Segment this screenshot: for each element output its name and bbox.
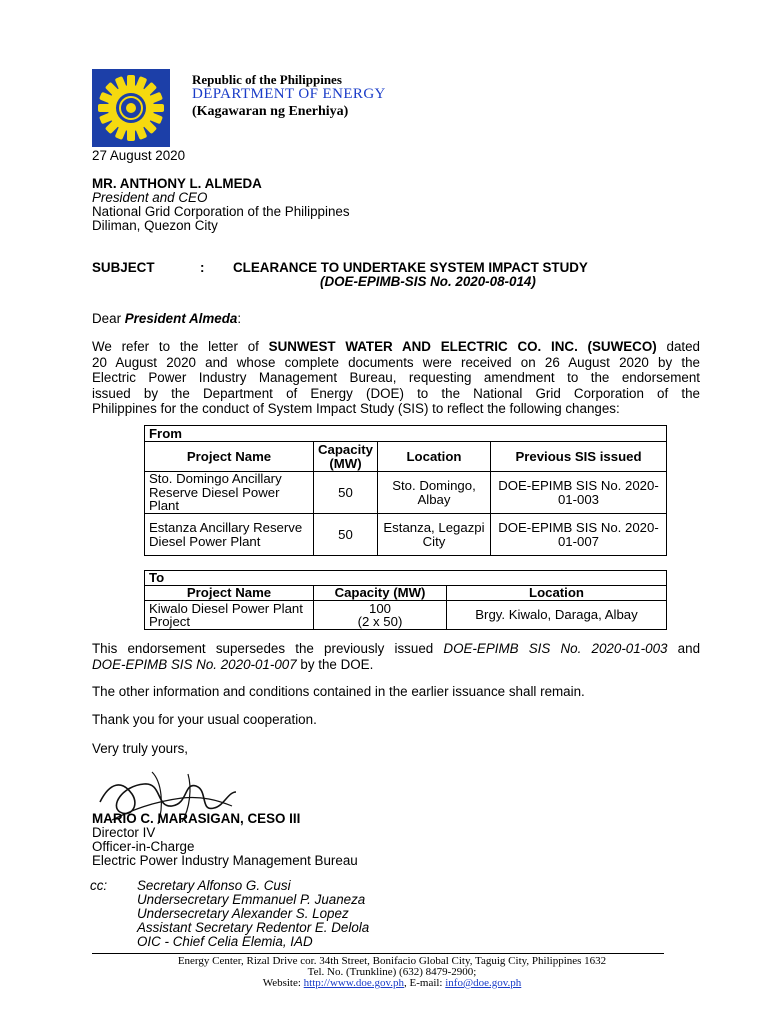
cc-label: cc: [90, 878, 108, 893]
signatory-title1: Director IV [92, 825, 156, 840]
to-header-project: Project Name [145, 586, 314, 601]
subject-colon: : [200, 260, 205, 275]
body2-line2: DOE-EPIMB SIS No. 2020-01-007 by the DOE. [92, 656, 374, 672]
header-department: DEPARTMENT OF ENERGY [192, 86, 386, 102]
doe-seal-icon [92, 69, 170, 147]
signatory-name: MARIO C. MARASIGAN, CESO III [92, 811, 301, 826]
table-row [145, 601, 667, 630]
cc-name-3: Undersecretary Alexander S. Lopez [137, 906, 349, 921]
table-row [145, 472, 667, 514]
addressee-name: MR. ANTHONY L. ALMEDA [92, 176, 262, 191]
from-row1-capacity: 50 [314, 472, 378, 514]
to-row1-capacity: 100 (2 x 50) [314, 601, 447, 630]
body2-line1: This endorsement supersedes the previously issued DOE-EPIMB SIS No. 2020-01-003 and [92, 641, 701, 656]
signatory-title2: Officer-in-Charge [92, 839, 195, 854]
body1-line5: Philippines for the conduct of System Impact Study (SIS) to reflect the following changes: [92, 401, 620, 416]
to-row1-project: Kiwalo Diesel Power Plant Project [145, 601, 314, 630]
header-republic: Republic of the Philippines [192, 72, 342, 87]
from-row2-capacity: 50 [314, 514, 378, 556]
from-table-caption: From [145, 426, 667, 442]
subject-line2: (DOE-EPIMB-SIS No. 2020-08-014) [320, 274, 536, 289]
header-kagawaran: (Kagawaran ng Enerhiya) [192, 104, 349, 119]
body-paragraph-1 [92, 339, 700, 417]
subject-label: SUBJECT [92, 260, 155, 275]
footer-address: Energy Center, Rizal Drive cor. 34th Street, Bonifacio Global City, Taguig City, Philippines 1632 [177, 955, 607, 967]
to-table [144, 570, 667, 630]
from-row1-location: Sto. Domingo, Albay [377, 472, 490, 514]
addressee-address: Diliman, Quezon City [92, 218, 218, 233]
cc-name-2: Undersecretary Emmanuel P. Juaneza [137, 892, 366, 907]
footer-divider [92, 953, 664, 954]
letter-date: 27 August 2020 [92, 148, 186, 163]
body-paragraph-4: Thank you for your usual cooperation. [92, 712, 317, 727]
closing: Very truly yours, [92, 741, 188, 756]
body1-line2: 20 August 2020 and whose complete documents were received on 26 August 2020 by the [92, 354, 700, 370]
from-row2-project: Estanza Ancillary Reserve Diesel Power Plant [145, 514, 314, 556]
from-row1-previous-sis: DOE-EPIMB SIS No. 2020-01-003 [490, 472, 666, 514]
addressee-org: National Grid Corporation of the Philippines [92, 204, 350, 219]
cc-name-1: Secretary Alfonso G. Cusi [137, 878, 291, 893]
subject-line1: CLEARANCE TO UNDERTAKE SYSTEM IMPACT STUDY [233, 260, 588, 275]
from-header-project: Project Name [145, 442, 314, 472]
from-table [144, 425, 667, 556]
body-paragraph-3: The other information and conditions contained in the earlier issuance shall remain. [92, 684, 585, 699]
from-header-previous-sis: Previous SIS issued [490, 442, 666, 472]
from-header-capacity: Capacity (MW) [314, 442, 378, 472]
from-row2-previous-sis: DOE-EPIMB SIS No. 2020-01-007 [490, 514, 666, 556]
footer-contact: Website: http://www.doe.gov.ph, E-mail: info@doe.gov.ph [262, 977, 522, 989]
body1-line4: issued by the Department of Energy (DOE) to the National Grid Corporation of the [92, 385, 700, 401]
to-header-location: Location [447, 586, 667, 601]
body1-line1: We refer to the letter of SUNWEST WATER AND ELECTRIC CO. INC. (SUWECO) dated [92, 339, 701, 354]
cc-name-4: Assistant Secretary Redentor E. Delola [137, 920, 370, 935]
footer-phone: Tel. No. (Trunkline) (632) 8479-2900; [307, 966, 477, 978]
to-header-capacity: Capacity (MW) [314, 586, 447, 601]
body1-line3: Electric Power Industry Management Bureau, requesting amendment to the endorsement [92, 370, 700, 385]
from-row1-project: Sto. Domingo Ancillary Reserve Diesel Power Plant [145, 472, 314, 514]
from-row2-location: Estanza, Legazpi City [377, 514, 490, 556]
cc-name-5: OIC - Chief Celia Elemia, IAD [137, 934, 313, 949]
body-paragraph-2 [92, 641, 700, 672]
from-header-location: Location [377, 442, 490, 472]
to-table-caption: To [145, 571, 667, 586]
email-link[interactable]: info@doe.gov.ph [445, 977, 522, 989]
signatory-title3: Electric Power Industry Management Bureau [92, 853, 358, 868]
website-link[interactable]: http://www.doe.gov.ph [303, 977, 404, 989]
to-row1-location: Brgy. Kiwalo, Daraga, Albay [447, 601, 667, 630]
salutation: Dear President Almeda: [92, 311, 242, 326]
table-row [145, 514, 667, 556]
addressee-title: President and CEO [92, 190, 208, 205]
